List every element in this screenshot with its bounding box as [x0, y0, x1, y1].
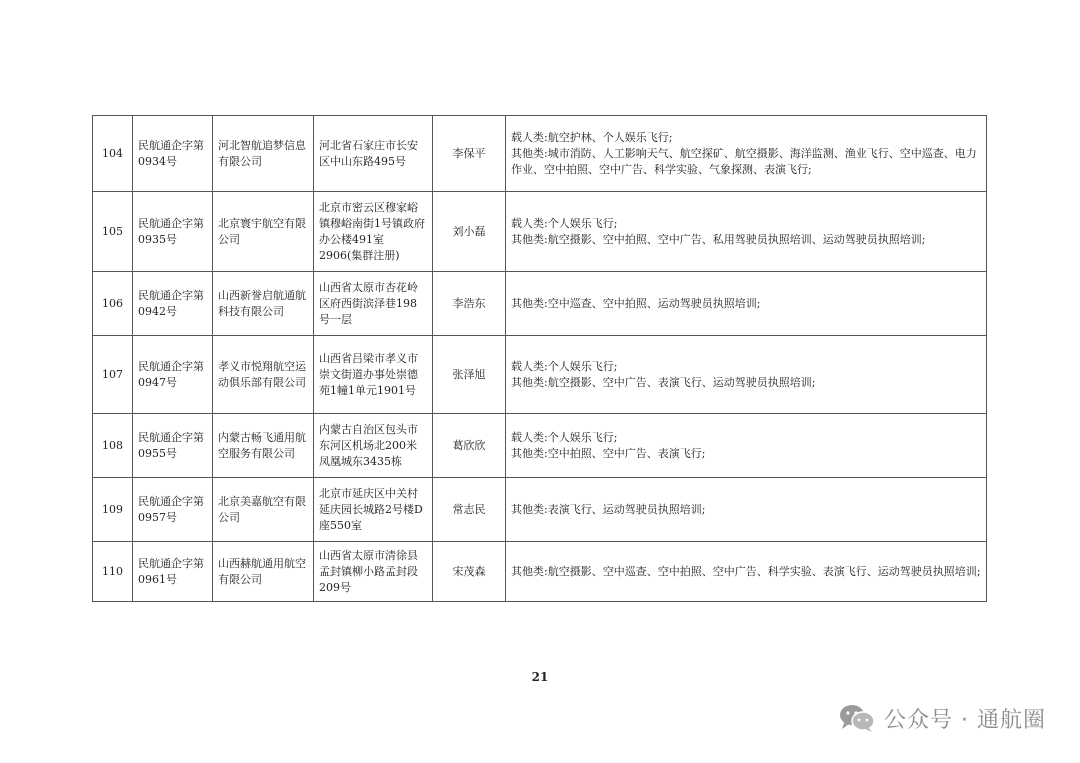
- scope-line: 其他类:空中拍照、空中广告、表演飞行;: [511, 446, 706, 460]
- row-number: 109: [93, 478, 133, 542]
- table-row: [93, 414, 987, 478]
- row-number: 110: [93, 542, 133, 602]
- row-number: 108: [93, 414, 133, 478]
- company-name: 孝义市悦翔航空运动俱乐部有限公司: [213, 336, 314, 414]
- legal-representative: 李保平: [433, 116, 506, 192]
- wechat-icon: [838, 703, 876, 733]
- license-table: [92, 115, 987, 602]
- legal-representative: 李浩东: [433, 272, 506, 336]
- company-address: 内蒙古自治区包头市东河区机场北200米凤凰城东3435栋: [314, 414, 433, 478]
- row-number: 107: [93, 336, 133, 414]
- business-scope: [506, 414, 987, 478]
- row-number: 105: [93, 192, 133, 272]
- legal-representative: 葛欣欣: [433, 414, 506, 478]
- business-scope: [506, 542, 987, 602]
- license-number: 民航通企字第0942号: [133, 272, 213, 336]
- license-number: 民航通企字第0955号: [133, 414, 213, 478]
- license-number: 民航通企字第0961号: [133, 542, 213, 602]
- scope-line: 其他类:空中巡查、空中拍照、运动驾驶员执照培训;: [511, 296, 761, 310]
- license-table-container: [92, 115, 985, 602]
- company-address: 山西省太原市杏花岭区府西街滨泽巷198号一层: [314, 272, 433, 336]
- table-row: [93, 542, 987, 602]
- license-number: 民航通企字第0957号: [133, 478, 213, 542]
- company-name: 山西新誉启航通航科技有限公司: [213, 272, 314, 336]
- company-address: 河北省石家庄市长安区中山东路495号: [314, 116, 433, 192]
- table-row: [93, 116, 987, 192]
- scope-line: 其他类:城市消防、人工影响天气、航空探矿、航空摄影、海洋监测、渔业飞行、空中巡查、电力作业、空中拍照、空中广告、科学实验、气象探测、表演飞行;: [511, 146, 977, 176]
- scope-line: 其他类:航空摄影、空中巡查、空中拍照、空中广告、科学实验、表演飞行、运动驾驶员执照培训;: [511, 564, 981, 578]
- business-scope: [506, 478, 987, 542]
- business-scope: [506, 272, 987, 336]
- watermark-text: 公众号 · 通航圈: [884, 707, 1046, 733]
- legal-representative: 宋茂森: [433, 542, 506, 602]
- company-name: 河北智航追梦信息有限公司: [213, 116, 314, 192]
- table-row: [93, 336, 987, 414]
- license-table-body: [93, 116, 987, 602]
- row-number: 106: [93, 272, 133, 336]
- company-address: 北京市密云区穆家峪镇穆峪南街1号镇政府办公楼491室2906(集群注册): [314, 192, 433, 272]
- license-number: 民航通企字第0935号: [133, 192, 213, 272]
- business-scope: [506, 336, 987, 414]
- business-scope: [506, 192, 987, 272]
- scope-line: 载人类:航空护林、个人娱乐飞行;: [511, 130, 673, 144]
- license-number: 民航通企字第0934号: [133, 116, 213, 192]
- scope-line: 其他类:表演飞行、运动驾驶员执照培训;: [511, 502, 706, 516]
- company-name: 山西赫航通用航空有限公司: [213, 542, 314, 602]
- company-name: 内蒙古畅飞通用航空服务有限公司: [213, 414, 314, 478]
- legal-representative: 刘小磊: [433, 192, 506, 272]
- legal-representative: 张泽旭: [433, 336, 506, 414]
- scope-line: 其他类:航空摄影、空中广告、表演飞行、运动驾驶员执照培训;: [511, 375, 816, 389]
- company-address: 山西省太原市清徐县孟封镇柳小路孟封段209号: [314, 542, 433, 602]
- scope-line: 载人类:个人娱乐飞行;: [511, 216, 618, 230]
- company-name: 北京美嘉航空有限公司: [213, 478, 314, 542]
- company-address: 山西省吕梁市孝义市崇文街道办事处崇德苑1幢1单元1901号: [314, 336, 433, 414]
- business-scope: [506, 116, 987, 192]
- scope-line: 载人类:个人娱乐飞行;: [511, 430, 618, 444]
- company-address: 北京市延庆区中关村延庆园长城路2号楼D座550室: [314, 478, 433, 542]
- license-number: 民航通企字第0947号: [133, 336, 213, 414]
- row-number: 104: [93, 116, 133, 192]
- table-row: [93, 272, 987, 336]
- table-row: [93, 478, 987, 542]
- legal-representative: 常志民: [433, 478, 506, 542]
- wechat-watermark: [838, 700, 1046, 736]
- page-number: 21: [531, 670, 549, 684]
- table-row: [93, 192, 987, 272]
- company-name: 北京寰宇航空有限公司: [213, 192, 314, 272]
- scope-line: 其他类:航空摄影、空中拍照、空中广告、私用驾驶员执照培训、运动驾驶员执照培训;: [511, 232, 926, 246]
- scope-line: 载人类:个人娱乐飞行;: [511, 359, 618, 373]
